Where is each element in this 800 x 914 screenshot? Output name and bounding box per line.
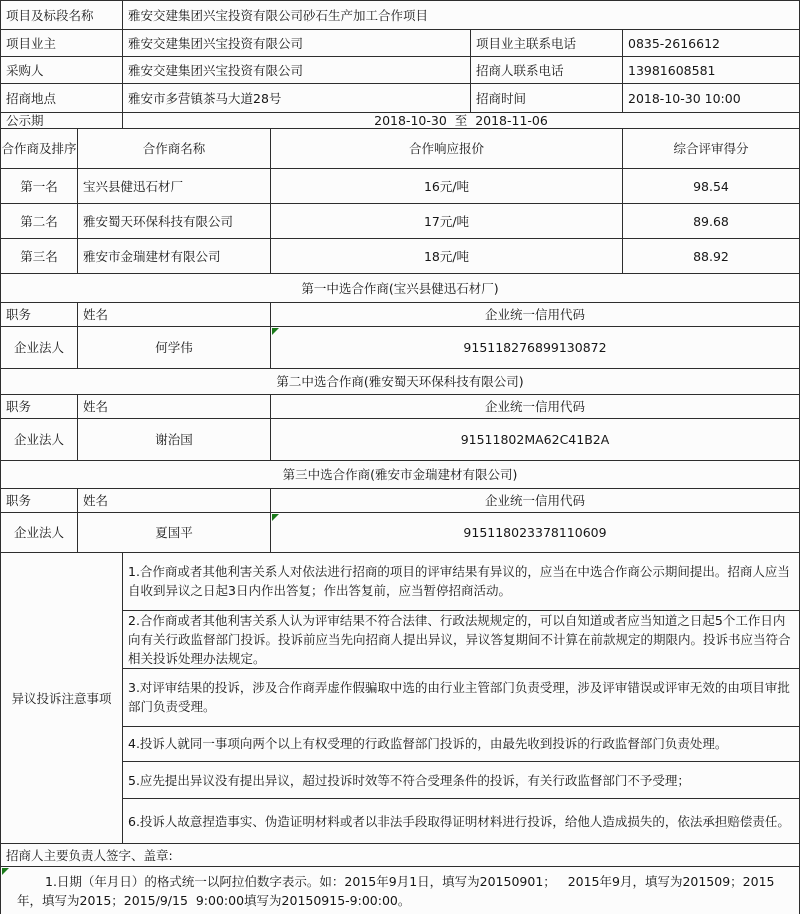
- owner-label: 项目业主: [1, 30, 123, 56]
- person-name-cell: 夏国平: [78, 513, 271, 552]
- notice-items: [123, 553, 800, 843]
- location-row: [1, 84, 800, 113]
- ranking-header-name: 合作商名称: [78, 129, 271, 168]
- notice-item-2: 2.合作商或者其他利害关系人认为评审结果不符合法律、行政法规规定的，可以自知道或者应当知道之日起5个工作日内向有关行政监督部门投诉。投诉前应当先向招商人提出异议，异议答复期间不计算在前款规定的期限内。投诉书应当符合相关投诉处理办法规定。: [123, 611, 799, 669]
- credit-code-cell: 915118276899130872: [271, 327, 800, 368]
- signature-label: 招商人主要负责人签字、盖章:: [1, 844, 800, 866]
- winner3-data-row: [1, 513, 800, 553]
- name-header: 姓名: [78, 395, 271, 418]
- rank-cell: 第二名: [1, 204, 78, 238]
- credit-code-header: 企业统一信用代码: [271, 303, 800, 326]
- ranking-header-row: [1, 129, 800, 169]
- winner3-title-row: [1, 461, 800, 489]
- winner2-title: 第二中选合作商(雅安蜀天环保科技有限公司): [1, 369, 800, 394]
- position-cell: 企业法人: [1, 513, 78, 552]
- notice-item-3: 3.对评审结果的投诉，涉及合作商弄虚作假骗取中选的由行业主管部门负责受理，涉及评审错误或评审无效的由项目审批部门负责受理。: [123, 669, 799, 727]
- footnote-row: [1, 867, 800, 914]
- name-header: 姓名: [78, 489, 271, 512]
- person-name-cell: 何学伟: [78, 327, 271, 368]
- publicity-period-label: 公示期: [1, 113, 123, 128]
- score-cell: 88.92: [623, 239, 800, 273]
- owner-row: [1, 30, 800, 57]
- footnote-text: 1.日期（年月日）的格式统一以阿拉伯数字表示。如：2015年9月1日，填写为20150901； 2015年9月，填写为201509；2015年，填写为2015；2015/9/15 9:00:00填写为20150915-9:00:00。: [1, 867, 800, 914]
- price-cell: 16元/吨: [271, 169, 623, 203]
- purchaser-row: [1, 57, 800, 84]
- purchaser-value: 雅安交建集团兴宝投资有限公司: [123, 57, 471, 83]
- winner1-header-row: [1, 303, 800, 327]
- bidder-name-cell: 雅安市金瑞建材有限公司: [78, 239, 271, 273]
- owner-phone-label: 项目业主联系电话: [471, 30, 623, 56]
- owner-phone-value: 0835-2616612: [623, 30, 800, 56]
- winner1-title: 第一中选合作商(宝兴县健迅石材厂): [1, 274, 800, 302]
- winner1-data-row: [1, 327, 800, 369]
- publicity-period-row: [1, 113, 800, 129]
- time-label: 招商时间: [471, 84, 623, 112]
- notice-item-4: 4.投诉人就同一事项向两个以上有权受理的行政监督部门投诉的，由最先收到投诉的行政监督部门负责处理。: [123, 727, 799, 763]
- winner3-header-row: [1, 489, 800, 513]
- comment-marker-icon: [272, 514, 279, 521]
- comment-marker-icon: [272, 328, 279, 335]
- price-cell: 17元/吨: [271, 204, 623, 238]
- rank-cell: 第三名: [1, 239, 78, 273]
- bidder-name-cell: 宝兴县健迅石材厂: [78, 169, 271, 203]
- rank-cell: 第一名: [1, 169, 78, 203]
- position-header: 职务: [1, 395, 78, 418]
- credit-code-header: 企业统一信用代码: [271, 395, 800, 418]
- ranking-header-rank: 合作商及排序: [1, 129, 78, 168]
- project-name-value: 雅安交建集团兴宝投资有限公司砂石生产加工合作项目: [123, 1, 800, 29]
- ranking-row-2: [1, 204, 800, 239]
- winner3-title: 第三中选合作商(雅安市金瑞建材有限公司): [1, 461, 800, 488]
- publicity-period-value: 2018-10-30 至 2018-11-06: [123, 113, 800, 128]
- notice-label: 异议投诉注意事项: [1, 553, 123, 843]
- bidder-name-cell: 雅安蜀天环保科技有限公司: [78, 204, 271, 238]
- credit-code-cell: 915118023378110609: [271, 513, 800, 552]
- credit-code-cell: 91511802MA62C41B2A: [271, 419, 800, 460]
- comment-marker-icon: [2, 868, 9, 875]
- notice-section: [1, 553, 800, 844]
- score-cell: 89.68: [623, 204, 800, 238]
- position-header: 职务: [1, 489, 78, 512]
- position-header: 职务: [1, 303, 78, 326]
- name-header: 姓名: [78, 303, 271, 326]
- notice-item-1: 1.合作商或者其他利害关系人对依法进行招商的项目的评审结果有异议的，应当在中选合作商公示期间提出。招商人应当自收到异议之日起3日内作出答复；作出答复前，应当暂停招商活动。: [123, 553, 799, 611]
- price-cell: 18元/吨: [271, 239, 623, 273]
- location-label: 招商地点: [1, 84, 123, 112]
- winner2-data-row: [1, 419, 800, 461]
- notice-item-6: 6.投诉人故意捏造事实、伪造证明材料或者以非法手段取得证明材料进行投诉，给他人造成损失的，依法承担赔偿责任。: [128, 813, 790, 829]
- ranking-header-score: 综合评审得分: [623, 129, 800, 168]
- winner2-header-row: [1, 395, 800, 419]
- notice-item-5: 5.应先提出异议没有提出异议，超过投诉时效等不符合受理条件的投诉，有关行政监督部门不予受理；: [123, 762, 799, 799]
- location-value: 雅安市多营镇茶马大道28号: [123, 84, 471, 112]
- score-cell: 98.54: [623, 169, 800, 203]
- person-name-cell: 谢治国: [78, 419, 271, 460]
- winner2-title-row: [1, 369, 800, 395]
- signature-row: [1, 844, 800, 867]
- project-name-label: 项目及标段名称: [1, 1, 123, 29]
- owner-value: 雅安交建集团兴宝投资有限公司: [123, 30, 471, 56]
- ranking-row-1: [1, 169, 800, 204]
- credit-code-header: 企业统一信用代码: [271, 489, 800, 512]
- winner1-title-row: [1, 274, 800, 303]
- recruiter-phone-label: 招商人联系电话: [471, 57, 623, 83]
- project-name-row: [1, 1, 800, 30]
- purchaser-label: 采购人: [1, 57, 123, 83]
- time-value: 2018-10-30 10:00: [623, 84, 800, 112]
- ranking-header-price: 合作响应报价: [271, 129, 623, 168]
- ranking-row-3: [1, 239, 800, 274]
- position-cell: 企业法人: [1, 419, 78, 460]
- position-cell: 企业法人: [1, 327, 78, 368]
- recruiter-phone-value: 13981608581: [623, 57, 800, 83]
